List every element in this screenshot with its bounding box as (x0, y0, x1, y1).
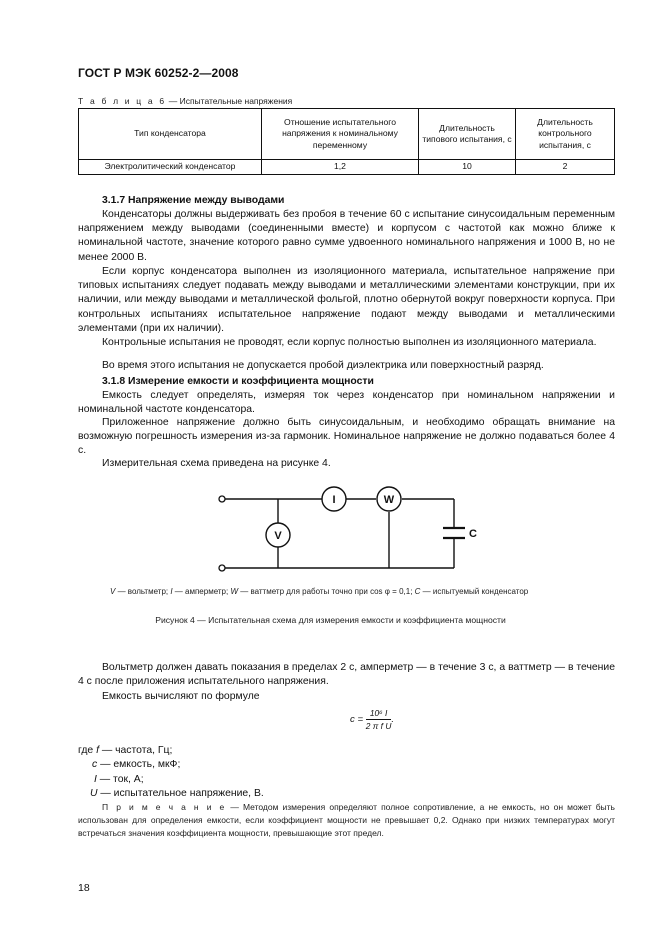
page-number: 18 (78, 882, 90, 894)
note-label: П р и м е ч а н и е (102, 802, 227, 812)
where-f: где f — частота, Гц; (78, 745, 173, 756)
table-header-cell: Длительность контрольного испытания, с (516, 109, 615, 160)
table-header-cell: Тип конденсатора (79, 109, 262, 160)
input-terminal-top (219, 496, 225, 502)
formula-lhs: c = (350, 714, 364, 726)
ammeter-label: I (332, 494, 336, 506)
section-3-1-8-title: 3.1.8 Измерение емкости и коэффициента мощности (102, 376, 374, 387)
test-voltage-table (78, 108, 615, 175)
wattmeter-label: W (383, 494, 395, 506)
where-i: I — ток, А; (94, 774, 144, 785)
figure-4-legend: V — вольтметр; I — амперметр; W — ваттметр для работы точно при cos φ = 0,1; C — испытуемый конденсатор (110, 587, 529, 596)
paragraph: Конденсаторы должны выдерживать без пробоя в течение 60 с испытание синусоидальным переменным напряжением между выводами (соединенными вместе) и корпусом с частотой как можно ближе к номинальной частоте, значение которого равно сумме удвоенного номинального напряжения и 1000 В, но не менее 2000 В. (78, 209, 615, 263)
formula-numerator: 10⁶ I (366, 708, 392, 720)
figure-4-circuit-diagram (200, 485, 490, 577)
paragraph: Измерительная схема приведена на рисунке 4. (102, 458, 331, 469)
table-caption-label: Т а б л и ц а 6 (78, 96, 167, 106)
paragraph: Емкость вычисляют по формуле (102, 691, 260, 702)
figure-4-caption: Рисунок 4 — Испытательная схема для измерения емкости и коэффициента мощности (155, 615, 506, 625)
table-cell: Электролитический конденсатор (79, 160, 262, 175)
note (78, 801, 615, 839)
paragraph: Приложенное напряжение должно быть синусоидальным, и необходимо обращать внимание на возможную погрешность измерения из-за гармоник. Номинальное напряжение не должно подаваться более 4 с. (78, 417, 615, 457)
where-u: U — испытательное напряжение, В. (90, 788, 264, 799)
table-cell: 2 (516, 160, 615, 175)
formula-denominator: 2 π f U (365, 721, 392, 731)
table-cell: 1,2 (262, 160, 419, 175)
note-text: — Методом измерения определяют полное сопротивление, а не емкость, но он может быть использован для определения емкости, если коэффициент мощности не превышает 0,2. Однако при низких температурах могут встречаться значения коэффициента мощности, превышающие этот предел. (78, 802, 615, 838)
capacitance-formula: c = $\frac{\text{10⁶ I}}{\text{2 π f U}}$ . (350, 708, 395, 731)
paragraph: Емкость следует определять, измеряя ток через конденсатор при номинальном напряжении и номинальной частоте конденсатора. (78, 390, 615, 416)
table-cell: 10 (419, 160, 516, 175)
paragraph: Во время этого испытания не допускается пробой диэлектрика или поверхностный разряд. (102, 360, 544, 371)
table-header-cell: Отношение испытательного напряжения к номинальному переменному (262, 109, 419, 160)
paragraph: Вольтметр должен давать показания в пределах 2 с, амперметр — в течение 3 с, а ваттметр — в течение 4 с после приложения испытательного напряжения. (78, 662, 615, 688)
voltmeter-label: V (274, 530, 282, 542)
paragraph: Если корпус конденсатора выполнен из изоляционного материала, испытательное напряжение при типовых испытаниях следует подавать между выводами и металлическими элементами конструкции, при их наличии, или между выводами и металлической фольгой, плотно обернутой вокруг поверхности корпуса. При контрольных испытаниях испытательное напряжение подают между выводами и металлическими элементами (при их наличии). (78, 266, 615, 334)
document-header: ГОСТ Р МЭК 60252-2—2008 (78, 66, 239, 80)
table-header-row (79, 109, 615, 160)
table-row (79, 160, 615, 175)
table-caption-text: — Испытательные напряжения (166, 96, 293, 106)
capacitor-label: C (469, 528, 477, 540)
input-terminal-bottom (219, 565, 225, 571)
paragraph: Контрольные испытания не проводят, если корпус полностью выполнен из изоляционного материала. (102, 337, 597, 348)
table-header-cell: Длительность типового испытания, с (419, 109, 516, 160)
formula-fraction (366, 708, 392, 731)
where-c: c — емкость, мкФ; (92, 759, 181, 770)
table-caption (78, 96, 292, 106)
section-3-1-7-title: 3.1.7 Напряжение между выводами (102, 195, 285, 206)
